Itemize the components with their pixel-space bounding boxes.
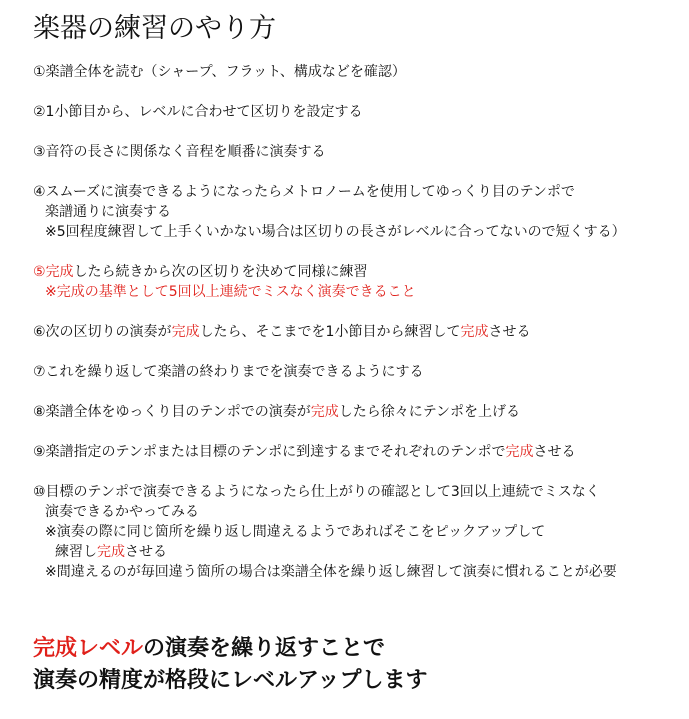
steps-list (33, 62, 683, 582)
closing-message (33, 633, 427, 697)
step-6-highlight-2: 完成 (460, 324, 489, 340)
step-4-line-1: ④スムーズに演奏できるようになったらメトロノームを使用してゆっくり目のテンポで (33, 184, 575, 200)
closing-line-1-text: の演奏を繰り返すことで (143, 636, 386, 661)
step-10-line-1: ⑩目標のテンポで演奏できるようになったら仕上がりの確認として3回以上連続でミスなく (33, 484, 600, 500)
step-8-highlight: 完成 (310, 404, 339, 420)
step-10-note-1-cont (33, 542, 683, 562)
closing-line-1 (33, 633, 427, 665)
step-6-text-c: させる (488, 324, 531, 340)
step-5-highlight: 完成 (45, 264, 74, 280)
step-9 (33, 442, 683, 462)
step-10-note-1-text-b: させる (125, 544, 167, 560)
step-6-text-a: ⑥次の区切りの演奏が (33, 324, 172, 340)
step-3: ③音符の長さに関係なく音程を順番に演奏する (33, 144, 326, 160)
step-9-text-a: ⑨楽譜指定のテンポまたは目標のテンポに到達するまでそれぞれのテンポで (33, 444, 506, 460)
closing-highlight: 完成レベル (33, 636, 144, 661)
page-title: 楽器の練習のやり方 (33, 13, 276, 44)
step-10-line-2: 演奏できるかやってみる (45, 504, 199, 520)
step-4-line-2: 楽譜通りに演奏する (45, 204, 171, 220)
step-10-note-1-highlight: 完成 (97, 544, 125, 560)
step-1: ①楽譜全体を読む（シャープ、フラット、構成などを確認） (33, 64, 406, 80)
step-4-note: ※5回程度練習して上手くいかない場合は区切りの長さがレベルに合ってないので短くする） (45, 224, 626, 240)
closing-line-2: 演奏の精度が格段にレベルアップします (33, 668, 428, 693)
step-10-note-2: ※間違えるのが毎回違う箇所の場合は楽譜全体を繰り返し練習して演奏に慣れることが必要 (45, 564, 617, 580)
step-5-text: したら続きから次の区切りを決めて同様に練習 (73, 264, 368, 280)
step-8-text-b: したら徐々にテンポを上げる (338, 404, 521, 420)
step-5 (33, 262, 683, 282)
step-6-highlight-1: 完成 (171, 324, 200, 340)
step-7: ⑦これを繰り返して楽譜の終わりまでを演奏できるようにする (33, 364, 424, 380)
step-8 (33, 402, 683, 422)
step-10-note-1: ※演奏の際に同じ箇所を繰り返し間違えるようであればそこをピックアップして (45, 524, 546, 540)
step-6 (33, 322, 683, 342)
step-2: ②1小節目から、レベルに合わせて区切りを設定する (33, 104, 363, 120)
step-9-highlight: 完成 (505, 444, 534, 460)
step-5-note: ※完成の基準として5回以上連続でミスなく演奏できること (45, 284, 416, 300)
step-6-text-b: したら、そこまでを1小節目から練習して (199, 324, 461, 340)
step-8-text-a: ⑧楽譜全体をゆっくり目のテンポでの演奏が (33, 404, 311, 420)
step-5-number: ⑤ (33, 264, 46, 280)
step-9-text-b: させる (533, 444, 576, 460)
step-10-note-1-text-a: 練習し (55, 544, 97, 560)
